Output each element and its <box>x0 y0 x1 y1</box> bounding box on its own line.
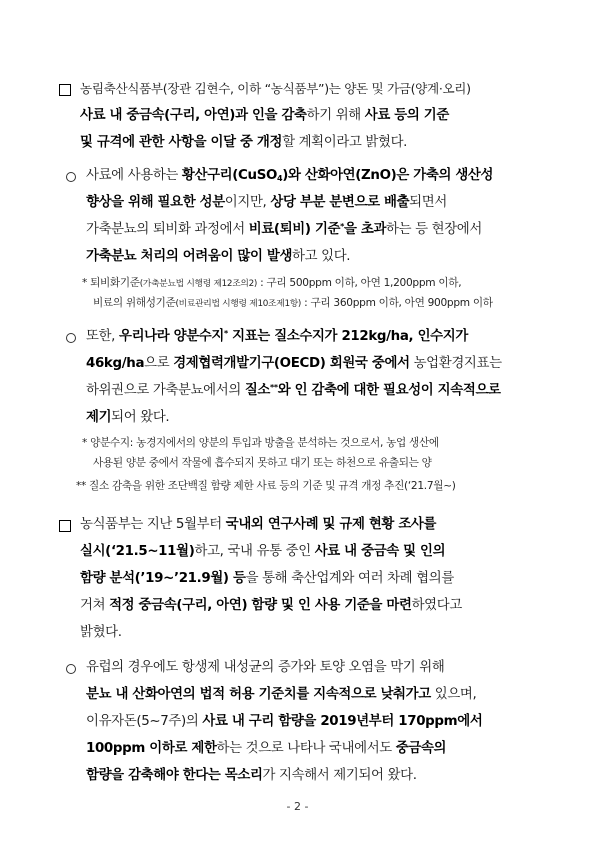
square-bullet-icon <box>59 84 71 96</box>
bullet1-line4: 가축분뇨 처리의 어려움이 많이 발생하고 있다. <box>86 249 351 264</box>
bullet1-line2: 향상을 위해 필요한 성분이지만, 상당 부분 분변으로 배출되면서 <box>86 195 447 210</box>
section2-line1: 농식품부는 지난 5월부터 국내외 연구사례 및 규제 현황 조사를 <box>80 517 437 532</box>
square-bullet-icon <box>59 520 71 532</box>
circle-bullet-icon <box>66 664 76 674</box>
bullet3-line5: 함량을 감축해야 한다는 목소리가 지속해서 제기되어 왔다. <box>86 768 417 783</box>
bullet2-line1: 또한, 우리나라 양분수지* 지표는 질소수지가 212kg/ha, 인수지가 <box>86 329 468 344</box>
bullet3-line3: 이유자돈(5~7주)의 사료 내 구리 함량을 2019년부터 170ppm에서 <box>86 714 483 729</box>
section1-line2: 사료 내 중금속(구리, 아연)과 인을 감축하기 위해 사료 등의 기준 <box>80 108 449 123</box>
bullet3-line1: 유럽의 경우에도 항생제 내성균의 증가와 토양 오염을 막기 위해 <box>86 660 445 675</box>
section2-line5: 밝혔다. <box>80 625 122 640</box>
bullet1-line3: 가축분뇨의 퇴비화 과정에서 비료(퇴비) 기준*을 초과하는 등 현장에서 <box>86 222 482 237</box>
circle-bullet-icon <box>66 172 76 182</box>
bullet3-line2: 분뇨 내 산화아연의 법적 허용 기준치를 지속적으로 낮춰가고 있으며, <box>86 687 477 702</box>
bullet2-line4: 제기되어 왔다. <box>86 410 170 425</box>
footnote-nutrient-line1: * 양분수지: 농경지에서의 양분의 투입과 방출을 분석하는 것으로서, 농업 생산에 <box>82 437 439 449</box>
footnote-nutrient-line2: 사용된 양분 중에서 작물에 흡수되지 못하고 대기 또는 하천으로 유출되는 양 <box>93 457 432 469</box>
section2-line2: 실시(‘21.5~11월)하고, 국내 유통 중인 사료 내 중금속 및 인의 <box>80 544 446 559</box>
page-number: - 2 - <box>286 800 309 813</box>
section2-line4: 거쳐 적정 중금속(구리, 아연) 함량 및 인 사용 기준을 마련하였다고 <box>80 598 462 613</box>
section1-line3: 및 규격에 관한 사항을 이달 중 개정할 계획이라고 밝혔다. <box>80 135 408 150</box>
bullet1-line1: 사료에 사용하는 황산구리(CuSO$_4$)와 산화아연(ZnO)은 가축의 생산성 <box>86 168 494 183</box>
footnote-fertilizer-line2: 비료의 위해성기준(비료관리법 시행령 제10조제1항) : 구리 360ppm 이하, 아연 900ppm 이하 <box>93 297 493 309</box>
section2-line3: 함량 분석(’19~’21.9월) 등을 통해 축산업계와 여러 차례 협의를 <box>80 571 454 586</box>
bullet3-line4: 100ppm 이하로 제한하는 것으로 나타나 국내에서도 중금속의 <box>86 741 447 756</box>
section1-line1: 농림축산식품부(장관 김현수, 이하 “농식품부”)는 양돈 및 가금(양계·오리) <box>80 81 471 96</box>
bullet2-line2: 46kg/ha으로 경제협력개발기구(OECD) 회원국 중에서 농업환경지표는 <box>86 356 502 371</box>
circle-bullet-icon <box>66 333 76 343</box>
footnote-fertilizer-line1: * 퇴비화기준(가축분뇨법 시행령 제12조의2) : 구리 500ppm 이하, 아연 1,200ppm 이하, <box>82 277 462 289</box>
bullet2-line3: 하위권으로 가축분뇨에서의 질소**와 인 감축에 대한 필요성이 지속적으로 <box>86 383 501 398</box>
footnote-nitrogen: ** 질소 감축을 위한 조단백질 함량 제한 사료 등의 기준 및 규격 개정 추진(‘21.7월~) <box>76 480 456 492</box>
